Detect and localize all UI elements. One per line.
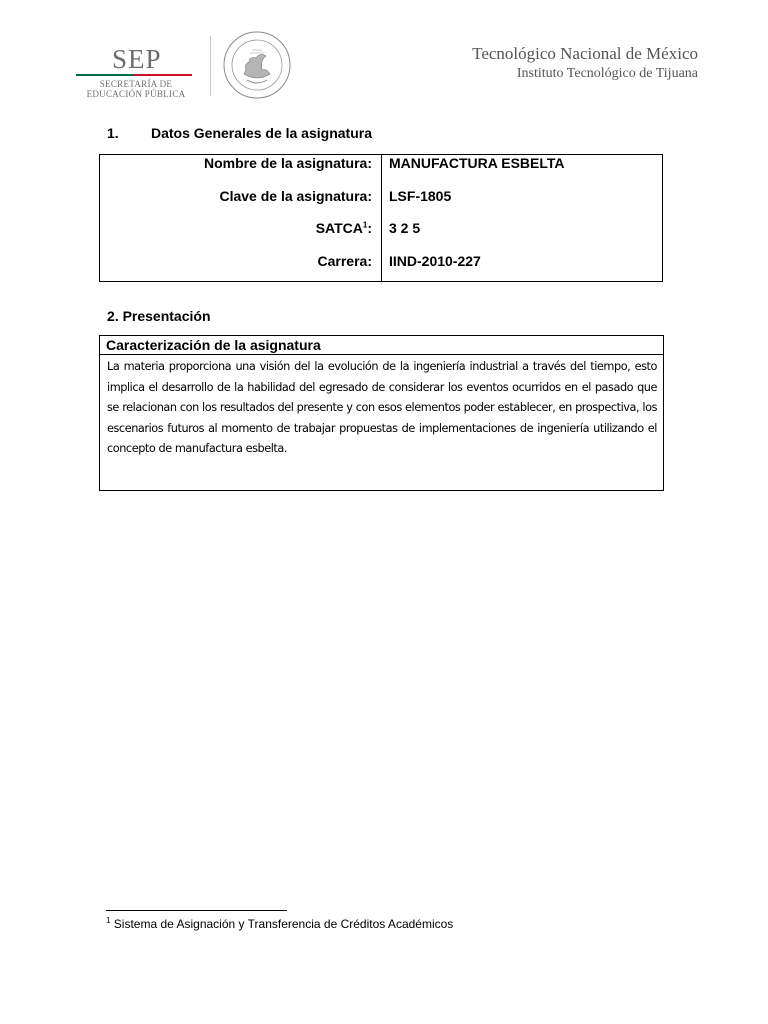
section2-title: 2. Presentación xyxy=(107,308,211,324)
logo-green-bar xyxy=(76,74,134,76)
header-divider xyxy=(210,36,211,96)
satca-label: SATCA$^1$: xyxy=(315,220,372,236)
table-column-divider xyxy=(381,155,382,281)
sep-logo-subtitle: SECRETARÍA DE EDUCACIÓN PÚBLICA xyxy=(86,79,186,99)
presentation-box-heading: Caracterización de la asignatura xyxy=(106,337,321,353)
subject-name-label: Nombre de la asignatura: xyxy=(203,155,372,171)
presentation-body-text: La materia proporciona una visión del la evolución de la ingeniería industrial a través del tiempo, esto implica el desarrollo de la habilidad del egresado de considerar los eventos ocurridos en el pasado que se relacionan con los resultados del presente y con esos elementos poder establecer, en prospectiva, los escenarios futuros al momento de trabajar propuestas de implementaciones de ingeniería utilizando el concepto de manufactura esbelta. xyxy=(107,360,657,455)
subject-key-label: Clave de la asignatura: xyxy=(219,188,372,204)
mexico-seal-icon xyxy=(222,30,292,100)
section1-title: Datos Generales de la asignatura xyxy=(151,125,372,141)
career-label: Carrera: xyxy=(317,253,372,269)
footnote-rule xyxy=(106,910,287,911)
presentation-box-header xyxy=(100,336,663,355)
institution-title: Tecnológico Nacional de México xyxy=(472,44,698,63)
sep-logo xyxy=(76,44,196,102)
footnote-marker: 1 xyxy=(106,916,111,925)
satca-value: 3 2 5 xyxy=(389,220,421,236)
subject-name-value: MANUFACTURA ESBELTA xyxy=(389,155,565,171)
institution-subtitle: Instituto Tecnológico de Tijuana xyxy=(516,66,698,81)
footnote-ref[interactable]: 1 xyxy=(362,220,368,230)
sep-logo-text: SEP xyxy=(112,44,162,74)
logo-red-bar xyxy=(134,74,192,76)
general-data-table xyxy=(99,154,663,282)
career-value: IIND-2010-227 xyxy=(389,253,481,269)
presentation-box xyxy=(99,335,664,491)
footnote-text: Sistema de Asignación y Transferencia de Créditos Académicos xyxy=(110,917,454,931)
subject-key-value: LSF-1805 xyxy=(389,188,452,204)
footnote xyxy=(106,917,453,931)
section1-number: 1. xyxy=(107,125,119,141)
